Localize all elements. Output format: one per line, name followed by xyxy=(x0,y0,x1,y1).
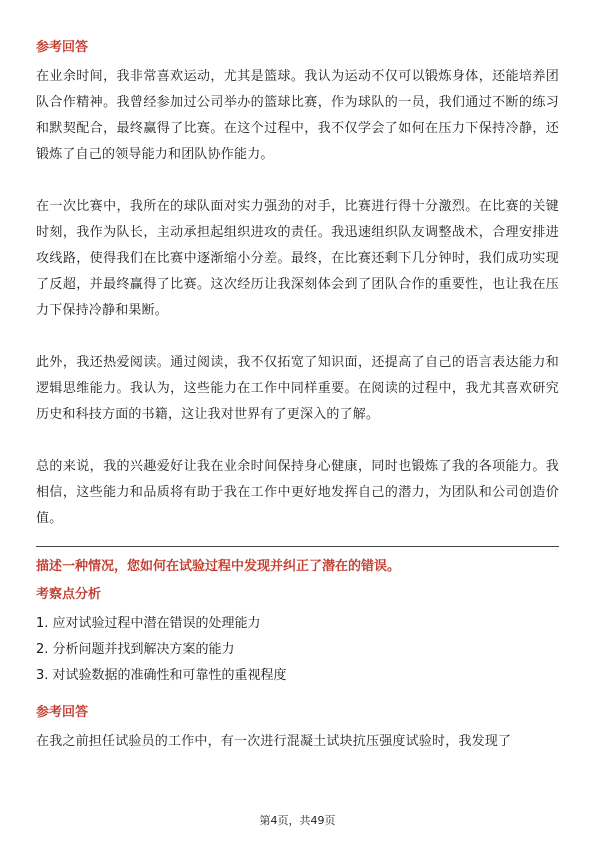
reference-answer-label: 参考回答 xyxy=(36,705,89,720)
interview-question: 描述一种情况，您如何在试验过程中发现并纠正了潜在的错误。 xyxy=(36,559,401,574)
analysis-item: 3. 对试验数据的准确性和可靠性的重视程度 xyxy=(36,668,287,683)
section-divider xyxy=(36,546,559,547)
analysis-list xyxy=(36,611,559,689)
document-page xyxy=(36,38,559,755)
page-number: 第4页，共49页 xyxy=(259,814,336,827)
analysis-item: 1. 应对试验过程中潜在错误的处理能力 xyxy=(36,616,261,631)
answer-paragraph: 总的来说，我的兴趣爱好让我在业余时间保持身心健康，同时也锻炼了我的各项能力。我相信，这些能力和品质将有助于我在工作中更好地发挥自己的潜力，为团队和公司创造价值。 xyxy=(36,459,559,526)
answer-paragraph: 在我之前担任试验员的工作中，有一次进行混凝土试块抗压强度试验时，我发现了 xyxy=(36,734,512,749)
answer-paragraph: 此外，我还热爱阅读。通过阅读，我不仅拓宽了知识面，还提高了自己的语言表达能力和逻辑思维能力。我认为，这些能力在工作中同样重要。在阅读的过程中，我尤其喜欢研究历史和科技方面的书籍，这让我对世界有了更深入的了解。 xyxy=(36,355,559,422)
analysis-label: 考察点分析 xyxy=(36,587,102,602)
answer-paragraph: 在一次比赛中，我所在的球队面对实力强劲的对手，比赛进行得十分激烈。在比赛的关键时刻，我作为队长，主动承担起组织进攻的责任。我迅速组织队友调整战术，合理安排进攻线路，使得我们在比赛中逐渐缩小分差。最终，在比赛还剩下几分钟时，我们成功实现了反超，并最终赢得了比赛。这次经历让我深刻体会到了团队合作的重要性，也让我在压力下保持冷静和果断。 xyxy=(36,199,559,318)
answer-paragraph: 在业余时间，我非常喜欢运动，尤其是篮球。我认为运动不仅可以锻炼身体，还能培养团队合作精神。我曾经参加过公司举办的篮球比赛，作为球队的一员，我们通过不断的练习和默契配合，最终赢得了比赛。在这个过程中，我不仅学会了如何在压力下保持冷静，还锻炼了自己的领导能力和团队协作能力。 xyxy=(36,69,559,162)
analysis-item: 2. 分析问题并找到解决方案的能力 xyxy=(36,642,235,657)
reference-answer-label: 参考回答 xyxy=(36,40,89,55)
